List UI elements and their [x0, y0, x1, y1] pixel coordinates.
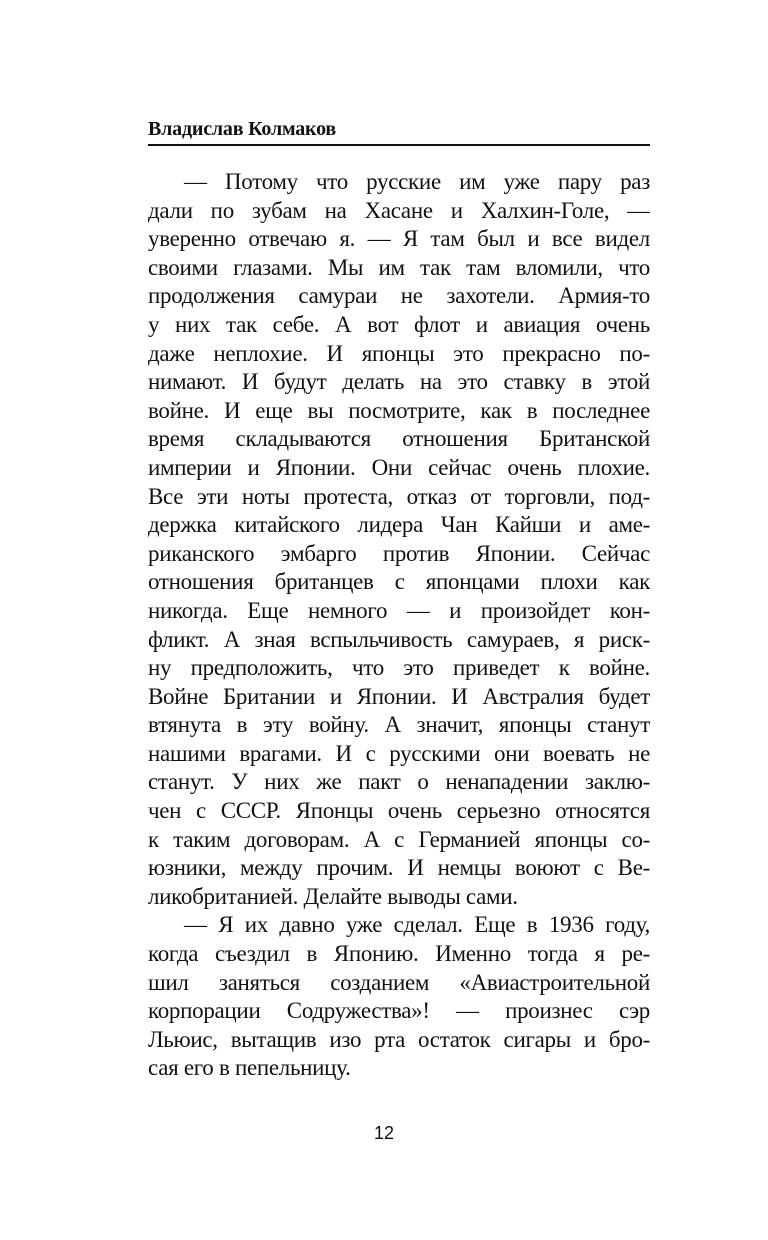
text-line: к таким договорам. А с Германией японцы со- [148, 826, 650, 852]
text-line: станут. У них же пакт о ненападении заклю- [148, 769, 650, 795]
text-line: втянута в эту войну. А значит, японцы станут [148, 712, 650, 738]
text-line: продолжения самураи не захотели. Армия-то [148, 283, 650, 309]
text-line: Льюис, вытащив изо рта остаток сигары и бро- [148, 1026, 650, 1052]
text-line: даже неплохие. И японцы это прекрасно по- [148, 340, 650, 366]
text-line: ликобританией. Делайте выводы сами. [148, 883, 518, 909]
header-author: Владислав Колмаков [148, 118, 337, 140]
text-line: чен с СССР. Японцы очень серьезно относятся [148, 798, 650, 824]
text-line: Все эти ноты протеста, отказ от торговли, под- [148, 483, 650, 509]
page-number: 12 [373, 1123, 395, 1143]
text-line: корпорации Содружества»! — произнес сэр [148, 998, 650, 1024]
text-line: — Потому что русские им уже пару раз [184, 169, 650, 194]
text-line: фликт. А зная вспыльчивость самураев, я риск- [148, 626, 650, 652]
text-line: время складываются отношения Британской [148, 426, 650, 452]
text-line: империи и Японии. Они сейчас очень плохие. [148, 454, 650, 480]
text-line: — Я их давно уже сделал. Еще в 1936 году, [184, 912, 650, 938]
running-header [148, 118, 650, 146]
text-line: Войне Британии и Японии. И Австралия будет [148, 683, 650, 709]
text-line: уверенно отвечаю я. — Я там был и все видел [148, 226, 650, 252]
text-line: ну предположить, что это приведет к войне. [148, 655, 650, 681]
text-line: никогда. Еще немного — и произойдет кон- [148, 597, 650, 623]
text-line: нимают. И будут делать на это ставку в этой [148, 369, 650, 395]
text-line: войне. И еще вы посмотрите, как в последнее [148, 397, 650, 423]
text-line: сая его в пепельницу. [148, 1055, 351, 1081]
text-line: своими глазами. Мы им так там вломили, что [148, 254, 650, 280]
text-line: держка китайского лидера Чан Кайши и аме- [148, 512, 650, 538]
body-text [148, 168, 650, 1083]
text-line: отношения британцев с японцами плохи как [148, 569, 650, 595]
text-line: когда съездил в Японию. Именно тогда я ре- [148, 941, 650, 967]
text-line: дали по зубам на Хасане и Халхин-Голе, — [148, 197, 650, 223]
text-line: у них так себе. А вот флот и авиация очень [148, 311, 650, 337]
text-line: нашими врагами. И с русскими они воевать не [148, 740, 650, 766]
text-line: шил заняться созданием «Авиастроительной [148, 969, 650, 995]
text-line: юзники, между прочим. И немцы воюют с Ве- [148, 855, 650, 881]
text-line: риканского эмбарго против Японии. Сейчас [148, 540, 650, 566]
